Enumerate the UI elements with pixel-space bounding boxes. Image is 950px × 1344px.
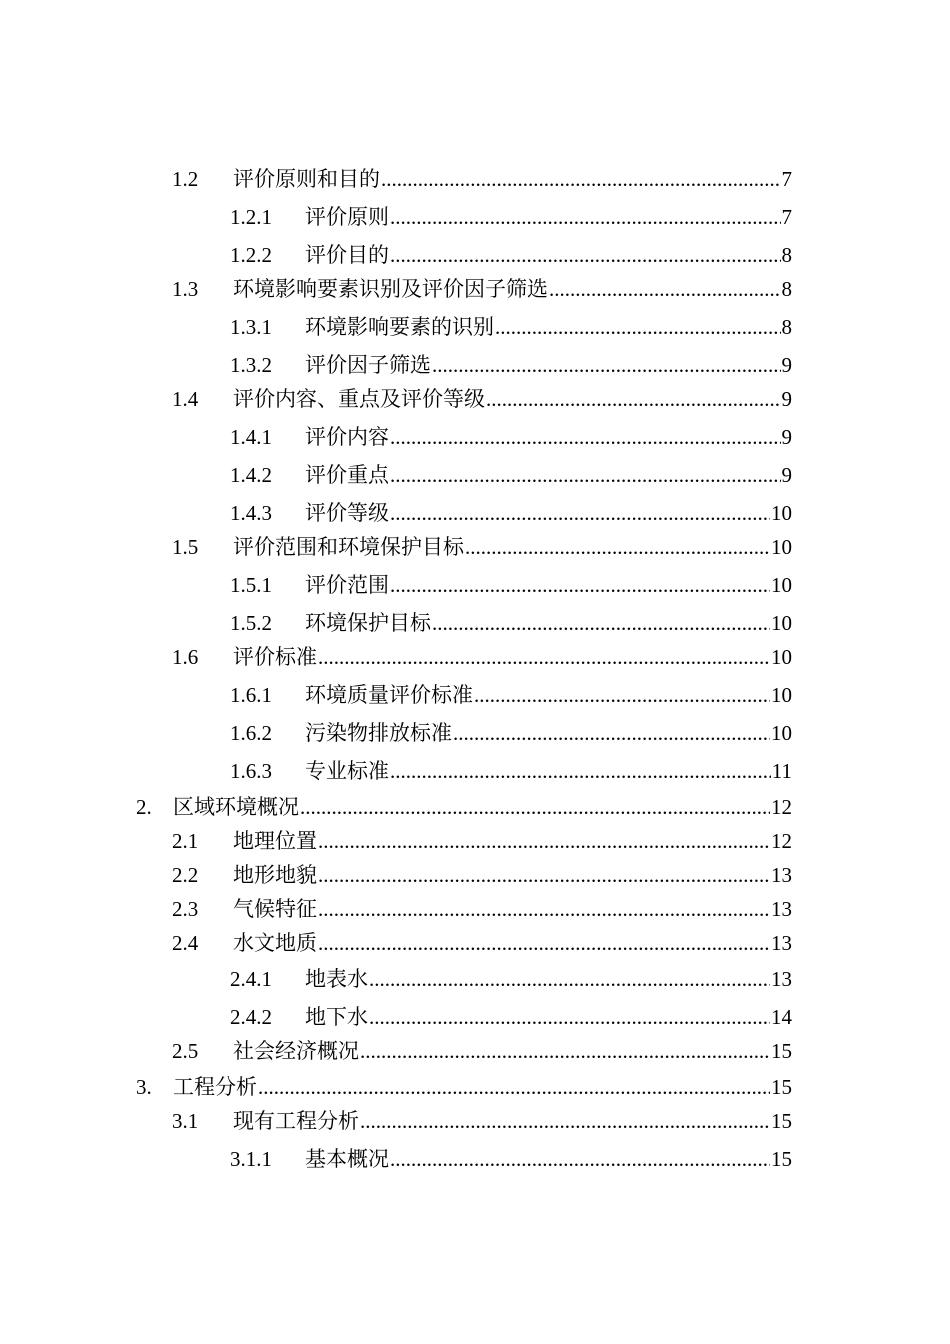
toc-entry-number: 1.2.1 [230,205,272,229]
toc-entry-number: 3.1.1 [230,1147,272,1171]
toc-entry-title: 评价等级 [305,501,389,525]
toc-dot-leader [360,1106,770,1136]
toc-entry-number: 3.1 [172,1109,199,1133]
toc-entry[interactable] [172,860,792,890]
toc-entry[interactable] [172,274,792,304]
toc-dot-leader [549,274,781,304]
toc-dot-leader [318,928,770,958]
toc-entry-page-number: 15 [771,1109,792,1133]
toc-entry-title: 环境影响要素的识别 [305,315,494,339]
toc-entry-number: 1.3.1 [230,315,272,339]
toc-entry[interactable] [172,826,792,856]
toc-entry[interactable] [172,532,792,562]
toc-dot-leader [369,1002,770,1032]
toc-dot-leader [300,792,770,822]
toc-dot-leader [474,680,770,710]
toc-entry-page-number: 14 [771,1005,792,1029]
toc-dot-leader [390,498,770,528]
toc-dot-leader [390,756,771,786]
toc-dot-leader [318,826,770,856]
toc-entry-page-number: 9 [781,353,792,377]
toc-entry[interactable] [172,894,792,924]
toc-entry-page-number: 9 [781,463,792,487]
toc-entry-title: 地理位置 [233,829,317,853]
toc-entry-title: 基本概况 [305,1147,389,1171]
toc-entry[interactable] [230,964,792,994]
toc-entry-page-number: 8 [781,277,792,301]
toc-entry[interactable] [230,718,792,748]
toc-entry-title: 地下水 [305,1005,368,1029]
toc-entry-title: 评价原则和目的 [233,167,380,191]
toc-entry-number: 1.5 [172,535,199,559]
toc-entry-title: 地表水 [305,967,368,991]
toc-entry-page-number: 10 [771,573,792,597]
toc-dot-leader [318,642,770,672]
toc-entry-number: 1.5.2 [230,611,272,635]
toc-entry[interactable] [136,792,792,822]
toc-entry-page-number: 15 [771,1147,792,1171]
toc-entry-title: 专业标准 [305,759,389,783]
toc-entry[interactable] [230,202,792,232]
toc-entry-title: 评价内容 [305,425,389,449]
toc-entry-page-number: 13 [771,967,792,991]
toc-entry-number: 2.3 [172,897,199,921]
toc-entry-number: 1.6.3 [230,759,272,783]
toc-entry-page-number: 13 [771,931,792,955]
toc-entry-page-number: 15 [771,1039,792,1063]
toc-dot-leader [432,608,770,638]
toc-entry-title: 评价范围 [305,573,389,597]
toc-dot-leader [369,964,770,994]
toc-entry-number: 2. [136,795,152,819]
toc-dot-leader [390,240,781,270]
toc-entry[interactable] [172,642,792,672]
toc-entry-number: 3. [136,1075,152,1099]
toc-entry-page-number: 10 [771,501,792,525]
toc-entry[interactable] [172,384,792,414]
toc-entry[interactable] [230,1144,792,1174]
toc-entry-page-number: 13 [771,897,792,921]
toc-entry-page-number: 13 [771,863,792,887]
toc-entry-number: 1.5.1 [230,573,272,597]
toc-entry-page-number: 7 [781,167,792,191]
toc-entry-page-number: 10 [771,683,792,707]
toc-dot-leader [318,894,770,924]
toc-entry-page-number: 15 [771,1075,792,1099]
toc-entry[interactable] [172,1106,792,1136]
toc-entry-title: 评价因子筛选 [305,353,431,377]
toc-entry[interactable] [230,570,792,600]
toc-entry-number: 1.3.2 [230,353,272,377]
toc-entry-title: 社会经济概况 [233,1039,359,1063]
toc-entry-title: 环境质量评价标准 [305,683,473,707]
toc-entry-number: 1.4.2 [230,463,272,487]
toc-entry-number: 2.1 [172,829,199,853]
toc-entry[interactable] [172,164,792,194]
toc-entry-title: 水文地质 [233,931,317,955]
toc-entry[interactable] [230,350,792,380]
toc-entry[interactable] [230,422,792,452]
toc-dot-leader [258,1072,770,1102]
toc-entry-page-number: 8 [781,243,792,267]
toc-entry-number: 1.2.2 [230,243,272,267]
toc-entry[interactable] [230,312,792,342]
toc-entry-number: 2.4.1 [230,967,272,991]
toc-dot-leader [360,1036,770,1066]
toc-dot-leader [390,1144,770,1174]
toc-entry-title: 地形地貌 [233,863,317,887]
toc-dot-leader [390,570,770,600]
toc-dot-leader [453,718,770,748]
toc-dot-leader [381,164,781,194]
toc-entry-number: 1.6 [172,645,199,669]
toc-entry-number: 2.4.2 [230,1005,272,1029]
toc-entry-page-number: 9 [781,425,792,449]
toc-entry-title: 现有工程分析 [233,1109,359,1133]
toc-entry[interactable] [230,756,792,786]
toc-dot-leader [486,384,781,414]
toc-dot-leader [390,202,781,232]
toc-dot-leader [390,460,781,490]
toc-entry-title: 评价内容、重点及评价等级 [233,387,485,411]
toc-entry-page-number: 10 [771,611,792,635]
toc-entry-number: 1.6.2 [230,721,272,745]
toc-entry-title: 区域环境概况 [173,795,299,819]
toc-entry[interactable] [230,608,792,638]
toc-dot-leader [495,312,781,342]
toc-entry-number: 2.2 [172,863,199,887]
toc-entry-title: 工程分析 [173,1075,257,1099]
toc-entry[interactable] [230,240,792,270]
toc-entry-page-number: 9 [781,387,792,411]
toc-entry-page-number: 8 [781,315,792,339]
toc-entry-title: 评价原则 [305,205,389,229]
toc-entry[interactable] [230,680,792,710]
toc-entry-title: 评价范围和环境保护目标 [233,535,464,559]
toc-entry-page-number: 7 [781,205,792,229]
toc-dot-leader [318,860,770,890]
toc-entry[interactable] [230,1002,792,1032]
toc-entry-number: 1.3 [172,277,199,301]
toc-entry-page-number: 10 [771,535,792,559]
toc-dot-leader [432,350,781,380]
toc-entry-title: 环境影响要素识别及评价因子筛选 [233,277,548,301]
toc-entry-number: 1.4.3 [230,501,272,525]
toc-entry-title: 评价目的 [305,243,389,267]
toc-entry[interactable] [230,498,792,528]
toc-entry[interactable] [230,460,792,490]
toc-entry-title: 环境保护目标 [305,611,431,635]
toc-entry-number: 2.5 [172,1039,199,1063]
toc-entry-page-number: 11 [771,759,792,783]
toc-entry-number: 1.4.1 [230,425,272,449]
toc-entry-title: 评价重点 [305,463,389,487]
toc-entry-page-number: 12 [771,795,792,819]
toc-entry-title: 气候特征 [233,897,317,921]
toc-entry-number: 1.6.1 [230,683,272,707]
toc-entry-page-number: 12 [771,829,792,853]
toc-entry-page-number: 10 [771,645,792,669]
toc-entry-page-number: 10 [771,721,792,745]
toc-entry[interactable] [136,1072,792,1102]
toc-entry-title: 评价标准 [233,645,317,669]
toc-entry[interactable] [172,928,792,958]
toc-dot-leader [465,532,770,562]
toc-entry-number: 1.2 [172,167,199,191]
toc-dot-leader [390,422,781,452]
toc-entry-number: 1.4 [172,387,199,411]
toc-entry-number: 2.4 [172,931,199,955]
toc-entry[interactable] [172,1036,792,1066]
toc-entry-title: 污染物排放标准 [305,721,452,745]
